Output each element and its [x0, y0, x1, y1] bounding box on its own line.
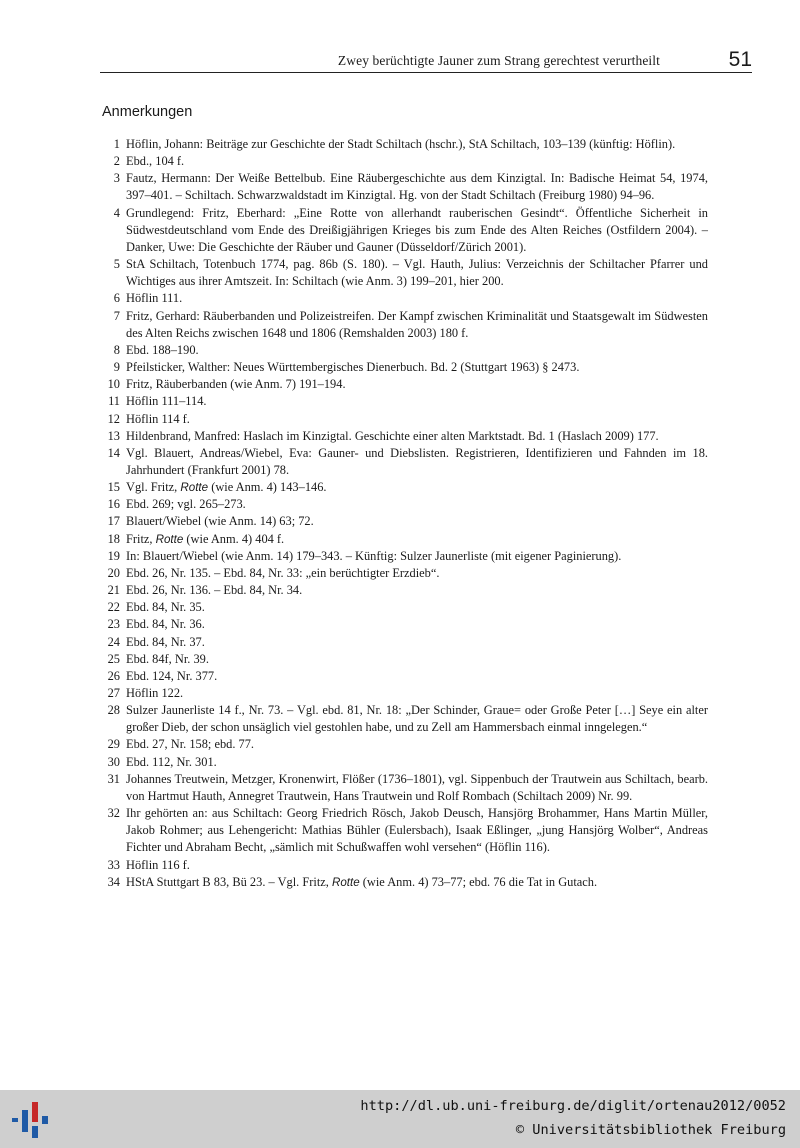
note-text — [126, 531, 708, 548]
note-text-segment: Vgl. Fritz, — [126, 480, 181, 495]
note-number: 27 — [107, 686, 120, 700]
note-text-segment: (wie Anm. 4) 404 f. — [183, 531, 285, 546]
note-number: 14 — [107, 445, 120, 460]
note-number: 15 — [107, 480, 120, 495]
note-item — [100, 565, 708, 582]
page-number: 51 — [728, 48, 752, 71]
note-item — [100, 359, 708, 376]
note-number: 6 — [113, 291, 120, 306]
note-text — [126, 308, 708, 342]
note-text — [126, 736, 708, 753]
note-number: 23 — [107, 617, 120, 632]
note-number: 22 — [107, 600, 120, 615]
note-text — [126, 153, 708, 170]
note-text — [126, 651, 708, 668]
note-item — [100, 393, 708, 410]
note-item — [100, 256, 708, 290]
note-text-segment: Höflin 114 f. — [126, 411, 190, 426]
note-number: 32 — [107, 806, 120, 821]
note-item — [100, 411, 708, 428]
note-number: 30 — [107, 754, 120, 769]
note-text — [126, 513, 708, 530]
note-text — [126, 668, 708, 685]
note-number: 18 — [107, 531, 120, 546]
note-text-segment: Ebd. 188–190. — [126, 342, 199, 357]
note-text-segment: Ebd. 27, Nr. 158; ebd. 77. — [126, 737, 255, 752]
note-number: 29 — [107, 737, 120, 752]
note-item — [100, 651, 708, 668]
note-text-segment: Ebd. 26, Nr. 135. – Ebd. 84, Nr. 33: „ein berüchtigter Erzdieb“. — [126, 565, 440, 580]
note-text — [126, 616, 708, 633]
note-item — [100, 548, 708, 565]
note-text-segment: Fritz, — [126, 531, 156, 546]
note-item — [100, 582, 708, 599]
note-number: 4 — [113, 205, 120, 220]
note-text — [126, 857, 708, 874]
note-text — [126, 754, 708, 771]
note-number: 20 — [107, 565, 120, 580]
note-text-italic: Rotte — [155, 532, 184, 546]
note-text — [126, 805, 708, 856]
note-text-segment: Höflin 122. — [126, 686, 184, 700]
note-item — [100, 496, 708, 513]
running-head — [100, 50, 752, 73]
note-item — [100, 616, 708, 633]
note-text-segment: Johannes Treutwein, Metzger, Kronenwirt, Flößer (1736–1801), vgl. Sippenbuch der Trautwein aus Schiltach, bearb. von Hartmut Hauth, Annegret Trautwein, Hans Trautwein und Rolf Rombach (Schiltach 2009) Nr. 99. — [126, 771, 708, 803]
note-text-segment: Höflin 111–114. — [126, 394, 207, 409]
footer-bar — [0, 1090, 800, 1148]
note-text-segment: Vgl. Blauert, Andreas/Wiebel, Eva: Gauner- und Diebslisten. Registrieren, Identifizieren und Fahnden im 18. Jahrhundert (Frankfurt 2001) 78. — [126, 445, 708, 477]
note-number: 1 — [113, 137, 120, 151]
note-text-segment: Höflin 111. — [126, 291, 183, 306]
note-item — [100, 479, 708, 496]
running-title: Zwey berüchtigte Jauner zum Strang gerechtest verurtheilt — [337, 53, 660, 68]
note-text-segment: Ebd. 26, Nr. 136. – Ebd. 84, Nr. 34. — [126, 583, 303, 598]
note-item — [100, 308, 708, 342]
note-text — [126, 496, 708, 513]
note-number: 17 — [107, 514, 120, 529]
note-text — [126, 565, 708, 582]
note-text-segment: Grundlegend: Fritz, Eberhard: „Eine Rotte von allerhandt rauberischen Gesindt“. Öffentliche Sicherheit in Südwestdeutschland vom Ende des Dreißigjährigen Krieges bis zum Ende des Alten Reiches (Ostfildern 2004). – Danker, Uwe: Die Geschichte der Räuber und Gauner (Düsseldorf/Zürich 2001). — [126, 205, 708, 254]
note-text-italic: Rotte — [180, 481, 209, 495]
note-text-segment: Ebd. 84, Nr. 36. — [126, 617, 205, 632]
note-text-segment: Ebd. 124, Nr. 377. — [126, 668, 218, 683]
note-item — [100, 771, 708, 805]
note-item — [100, 376, 708, 393]
note-number: 34 — [107, 874, 120, 889]
note-text — [126, 393, 708, 410]
note-number: 11 — [108, 394, 120, 409]
note-item — [100, 445, 708, 479]
note-text — [126, 342, 708, 359]
note-text-segment: Ebd. 269; vgl. 265–273. — [126, 497, 246, 512]
note-text — [126, 599, 708, 616]
notes-list — [100, 136, 708, 891]
note-item — [100, 205, 708, 256]
note-text — [126, 874, 708, 891]
note-text — [126, 136, 708, 153]
note-item — [100, 685, 708, 702]
note-item — [100, 702, 708, 736]
note-item — [100, 736, 708, 753]
note-text — [126, 634, 708, 651]
note-text-segment: In: Blauert/Wiebel (wie Anm. 14) 179–343. – Künftig: Sulzer Jaunerliste (mit eigener Paginierung). — [126, 548, 622, 563]
note-text-segment: StA Schiltach, Totenbuch 1774, pag. 86b (S. 180). – Vgl. Hauth, Julius: Verzeichnis der Schiltacher Pfarrer und Wichtiges aus ihrer Amtszeit. In: Schiltach (wie Anm. 3) 199–201, hier 200. — [126, 257, 708, 289]
ub-freiburg-logo-icon — [10, 1100, 54, 1140]
note-text-segment: Hildenbrand, Manfred: Haslach im Kinzigtal. Geschichte einer alten Marktstadt. Bd. 1 (Haslach 2009) 177. — [126, 428, 659, 443]
note-text-segment: Fritz, Räuberbanden (wie Anm. 7) 191–194. — [126, 377, 346, 392]
note-text-segment: Pfeilsticker, Walther: Neues Württembergisches Dienerbuch. Bd. 2 (Stuttgart 1963) § 2473. — [126, 360, 580, 375]
note-number: 24 — [107, 634, 120, 649]
note-text-segment: Ebd., 104 f. — [126, 154, 185, 169]
note-text-segment: Ebd. 112, Nr. 301. — [126, 754, 217, 769]
note-text — [126, 428, 708, 445]
note-text-segment: Höflin, Johann: Beiträge zur Geschichte der Stadt Schiltach (hschr.), StA Schiltach, 103–139 (künftig: Höflin). — [126, 137, 676, 151]
note-text-segment: (wie Anm. 4) 73–77; ebd. 76 die Tat in Gutach. — [359, 874, 598, 889]
note-item — [100, 599, 708, 616]
note-text-italic: Rotte — [331, 875, 360, 889]
note-item — [100, 857, 708, 874]
note-number: 26 — [107, 668, 120, 683]
note-text — [126, 685, 708, 702]
note-number: 8 — [113, 342, 120, 357]
note-text — [126, 290, 708, 307]
note-text-segment: Ebd. 84, Nr. 37. — [126, 634, 205, 649]
note-text-segment: Fritz, Gerhard: Räuberbanden und Polizeistreifen. Der Kampf zwischen Kriminalität und Staatsgewalt im Südwesten des Alten Reichs zwischen 1648 und 1806 (Remshalden 2003) 180 f. — [126, 308, 708, 340]
note-text — [126, 205, 708, 256]
note-item — [100, 428, 708, 445]
note-text — [126, 445, 708, 479]
note-number: 13 — [107, 428, 120, 443]
note-number: 25 — [107, 651, 120, 666]
note-item — [100, 531, 708, 548]
note-number: 2 — [113, 154, 120, 169]
note-number: 12 — [107, 411, 120, 426]
note-item — [100, 668, 708, 685]
note-text — [126, 170, 708, 204]
note-text-segment: Blauert/Wiebel (wie Anm. 14) 63; 72. — [126, 514, 314, 529]
note-text — [126, 548, 708, 565]
note-text-segment: Höflin 116 f. — [126, 857, 190, 872]
note-item — [100, 513, 708, 530]
note-text — [126, 479, 708, 496]
note-item — [100, 136, 708, 153]
note-item — [100, 342, 708, 359]
section-heading: Anmerkungen — [102, 104, 193, 120]
note-text-segment: HStA Stuttgart B 83, Bü 23. – Vgl. Fritz, — [126, 874, 332, 889]
note-item — [100, 153, 708, 170]
note-text-segment: Ebd. 84, Nr. 35. — [126, 600, 205, 615]
note-item — [100, 634, 708, 651]
note-number: 19 — [107, 548, 120, 563]
note-text — [126, 582, 708, 599]
footer-copyright: © Universitätsbibliothek Freiburg — [515, 1122, 786, 1138]
footer-url-link[interactable]: http://dl.ub.uni-freiburg.de/diglit/ortenau2012/0052 — [360, 1098, 786, 1114]
note-number: 3 — [113, 171, 120, 186]
note-text — [126, 359, 708, 376]
note-item — [100, 754, 708, 771]
note-text — [126, 702, 708, 736]
note-item — [100, 874, 708, 891]
note-text — [126, 771, 708, 805]
note-text-segment: Fautz, Hermann: Der Weiße Bettelbub. Eine Räubergeschichte aus dem Kinzigtal. In: Badische Heimat 54, 1974, 397–401. – Schiltach. Schwarzwaldstadt im Kinzigtal. Hg. von der Stadt Schiltach (Freiburg 1980) 94–96. — [126, 171, 708, 203]
note-item — [100, 290, 708, 307]
note-text-segment: (wie Anm. 4) 143–146. — [208, 480, 327, 495]
note-text-segment: Sulzer Jaunerliste 14 f., Nr. 73. – Vgl. ebd. 81, Nr. 18: „Der Schinder, Graue= oder Große Peter […] Seye ein alter großer Dieb, der schon unsäglich viel gestohlen habe, und zu Zell am Hammersbach einmal inngelegen.“ — [126, 703, 708, 735]
note-text-segment: Ebd. 84f, Nr. 39. — [126, 651, 209, 666]
note-number: 7 — [113, 308, 120, 323]
note-number: 33 — [107, 857, 120, 872]
note-text — [126, 376, 708, 393]
note-text — [126, 411, 708, 428]
note-number: 16 — [107, 497, 120, 512]
note-number: 9 — [113, 360, 120, 375]
note-text-segment: Ihr gehörten an: aus Schiltach: Georg Friedrich Rösch, Jakob Deusch, Hansjörg Brohammer, Hans Martin Müller, Jakob Rohmer; aus Lehengericht: Mathias Bühler (Eulersbach), Isaak Eßlinger, „jung Hansjörg Wolber“, Andreas Fichter und Abraham Becht, „sämlich mit Schußwaffen wohl versehen“ (Höflin 116). — [126, 806, 708, 855]
note-item — [100, 170, 708, 204]
note-item — [100, 805, 708, 856]
note-number: 5 — [113, 257, 120, 272]
note-number: 21 — [107, 583, 120, 598]
note-number: 10 — [107, 377, 120, 392]
note-text — [126, 256, 708, 290]
note-number: 28 — [107, 703, 120, 718]
note-number: 31 — [107, 771, 120, 786]
